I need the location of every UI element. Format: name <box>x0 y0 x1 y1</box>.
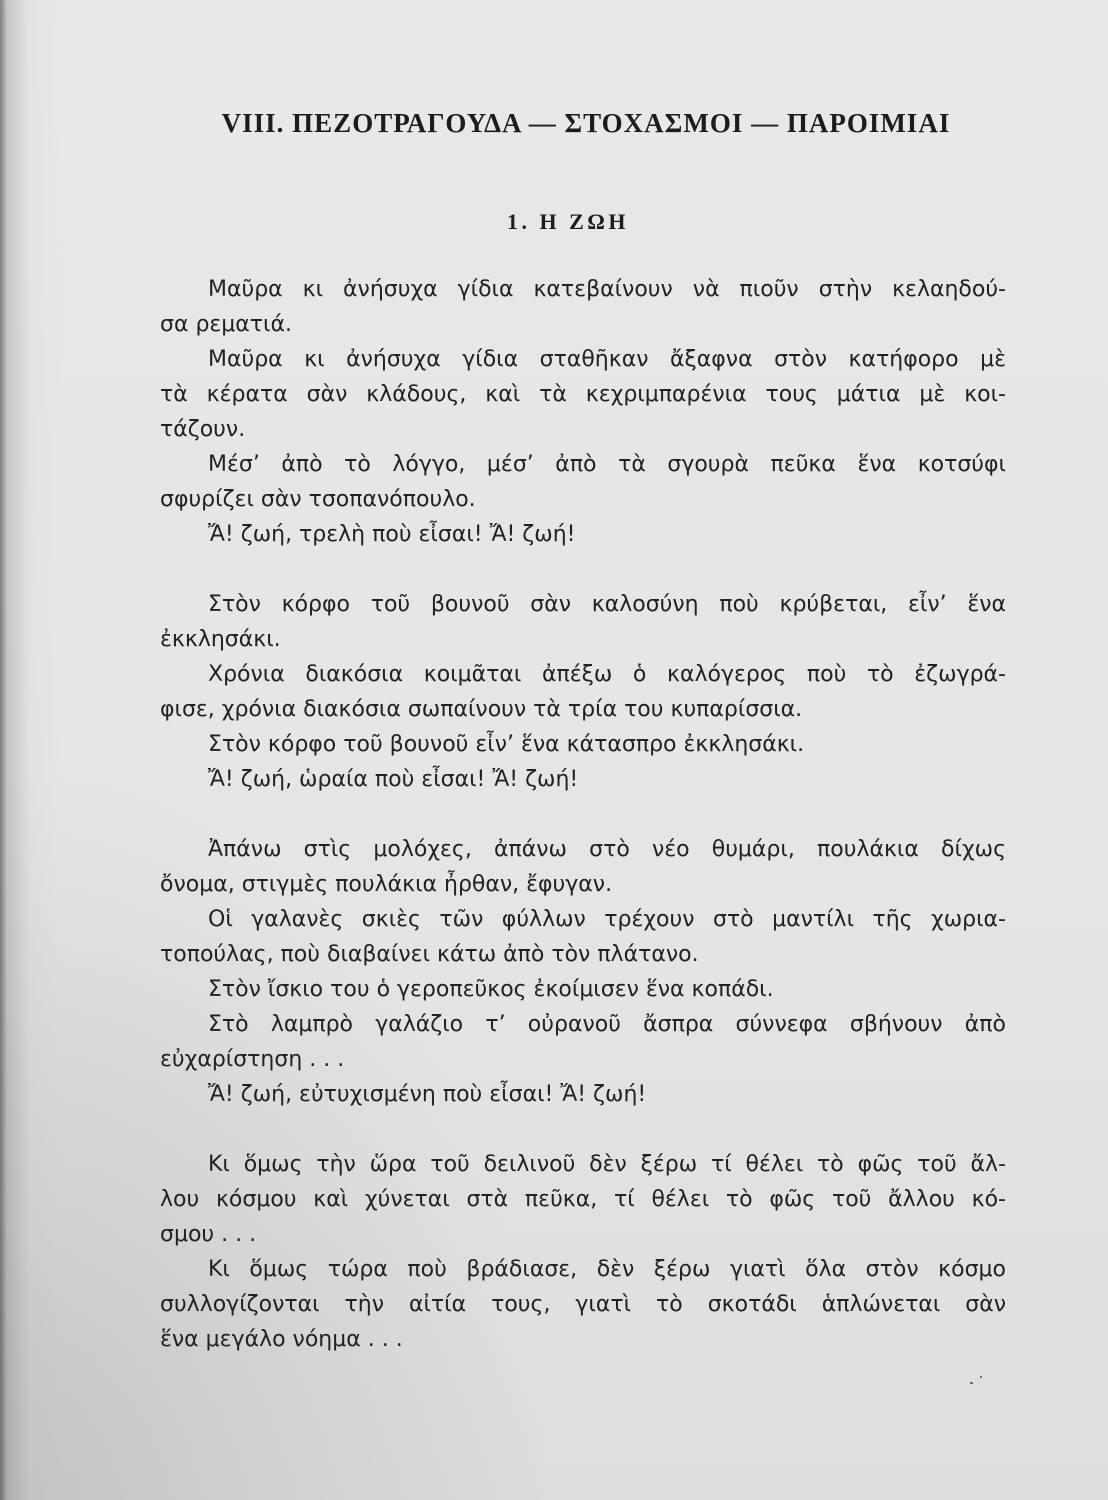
section-title: 1. Η ΖΩΗ <box>506 209 629 234</box>
text-line: Ἄ! ζωή, ὡραία ποὺ εἶσαι! Ἄ! ζωή! <box>208 767 579 792</box>
paragraph <box>160 902 1006 972</box>
text-line: ἐκκλησάκι. <box>160 627 281 652</box>
stanza <box>160 832 1006 1112</box>
ink-speck <box>970 1382 973 1384</box>
stanza <box>160 272 1006 552</box>
text-line: συλλογίζονται τὴν αἰτία τους, γιατὶ τὸ σκοτάδι ἁπλώνεται σὰν <box>160 1292 1006 1317</box>
text-line: εὐχαρίστηση . . . <box>160 1047 345 1072</box>
paragraph <box>160 1252 1006 1357</box>
text-line: Μαῦρα κι ἀνήσυχα γίδια σταθῆκαν ἄξαφνα στὸν κατήφορο μὲ <box>208 347 1006 372</box>
paragraph <box>160 657 1006 727</box>
paragraph <box>160 517 1006 552</box>
body-text <box>160 272 1006 1357</box>
text-line: σα ρεματιά. <box>160 312 292 337</box>
text-line: τοπούλας, ποὺ διαβαίνει κάτω ἀπὸ τὸν πλάτανο. <box>160 942 699 967</box>
paragraph <box>160 1077 1006 1112</box>
text-line: Ἄ! ζωή, εὐτυχισμένη ποὺ εἶσαι! Ἄ! ζωή! <box>208 1082 647 1107</box>
text-line: φισε, χρόνια διακόσια σωπαίνουν τὰ τρία του κυπαρίσσια. <box>160 697 803 722</box>
text-line: Μέσ’ ἀπὸ τὸ λόγγο, μέσ’ ἀπὸ τὰ σγουρὰ πεῦκα ἕνα κοτσύφι <box>208 452 1006 477</box>
text-line: Μαῦρα κι ἀνήσυχα γίδια κατεβαίνουν νὰ πιοῦν στὴν κελαηδού- <box>208 277 1006 302</box>
text-line: Στὸν κόρφο τοῦ βουνοῦ σὰν καλοσύνη ποὺ κρύβεται, εἶν’ ἕνα <box>208 592 1006 617</box>
text-line: Στὸ λαμπρὸ γαλάζιο τ’ οὐρανοῦ ἄσπρα σύννεφα σβήνουν ἀπὸ <box>208 1012 1006 1037</box>
text-line: Στὸν ἴσκιο του ὁ γεροπεῦκος ἐκοίμισεν ἕνα κοπάδι. <box>208 977 774 1002</box>
paragraph <box>160 1007 1006 1077</box>
text-line: τὰ κέρατα σὰν κλάδους, καὶ τὰ κεχριμπαρένια τους μάτια μὲ κοι- <box>160 382 1006 407</box>
ink-speck <box>980 1376 982 1378</box>
text-line: Οἱ γαλανὲς σκιὲς τῶν φύλλων τρέχουν στὸ μαντίλι τῆς χωρια- <box>208 907 1006 932</box>
paragraph <box>160 832 1006 902</box>
text-line: σμου . . . <box>160 1222 257 1247</box>
paragraph <box>160 762 1006 797</box>
stanza <box>160 1147 1006 1357</box>
text-line: λου κόσμου καὶ χύνεται στὰ πεῦκα, τί θέλει τὸ φῶς τοῦ ἄλλου κό- <box>160 1187 1006 1212</box>
text-line: Κι ὅμως τὴν ὥρα τοῦ δειλινοῦ δὲν ξέρω τί θέλει τὸ φῶς τοῦ ἄλ- <box>208 1152 1006 1177</box>
text-line: σφυρίζει σὰν τσοπανόπουλο. <box>160 487 476 512</box>
text-line: Ἀπάνω στὶς μολόχες, ἀπάνω στὸ νέο θυμάρι, πουλάκια δίχως <box>208 837 1006 862</box>
text-line: ἕνα μεγάλο νόημα . . . <box>160 1327 403 1352</box>
text-line: Ἄ! ζωή, τρελὴ ποὺ εἶσαι! Ἄ! ζωή! <box>208 522 576 547</box>
paragraph <box>160 272 1006 342</box>
text-line: ὄνομα, στιγμὲς πουλάκια ἦρθαν, ἔφυγαν. <box>160 872 613 897</box>
paragraph <box>160 1147 1006 1252</box>
text-line: Κι ὅμως τώρα ποὺ βράδιασε, δὲν ξέρω γιατὶ ὅλα στὸν κόσμο <box>208 1257 1006 1282</box>
text-line: Χρόνια διακόσια κοιμᾶται ἀπέξω ὁ καλόγερος ποὺ τὸ ἐζωγρά- <box>208 662 1006 687</box>
stanza <box>160 587 1006 797</box>
paragraph <box>160 587 1006 657</box>
paragraph <box>160 972 1006 1007</box>
paragraph <box>160 447 1006 517</box>
paragraph <box>160 727 1006 762</box>
chapter-title: VIII. ΠΕΖΟΤΡΑΓΟΥΔΑ — ΣΤΟΧΑΣΜΟΙ — ΠΑΡΟΙΜΙΑΙ <box>221 108 951 138</box>
text-line: Στὸν κόρφο τοῦ βουνοῦ εἶν’ ἕνα κάτασπρο ἐκκλησάκι. <box>208 732 805 757</box>
text-line: τάζουν. <box>160 417 246 442</box>
paragraph <box>160 342 1006 447</box>
